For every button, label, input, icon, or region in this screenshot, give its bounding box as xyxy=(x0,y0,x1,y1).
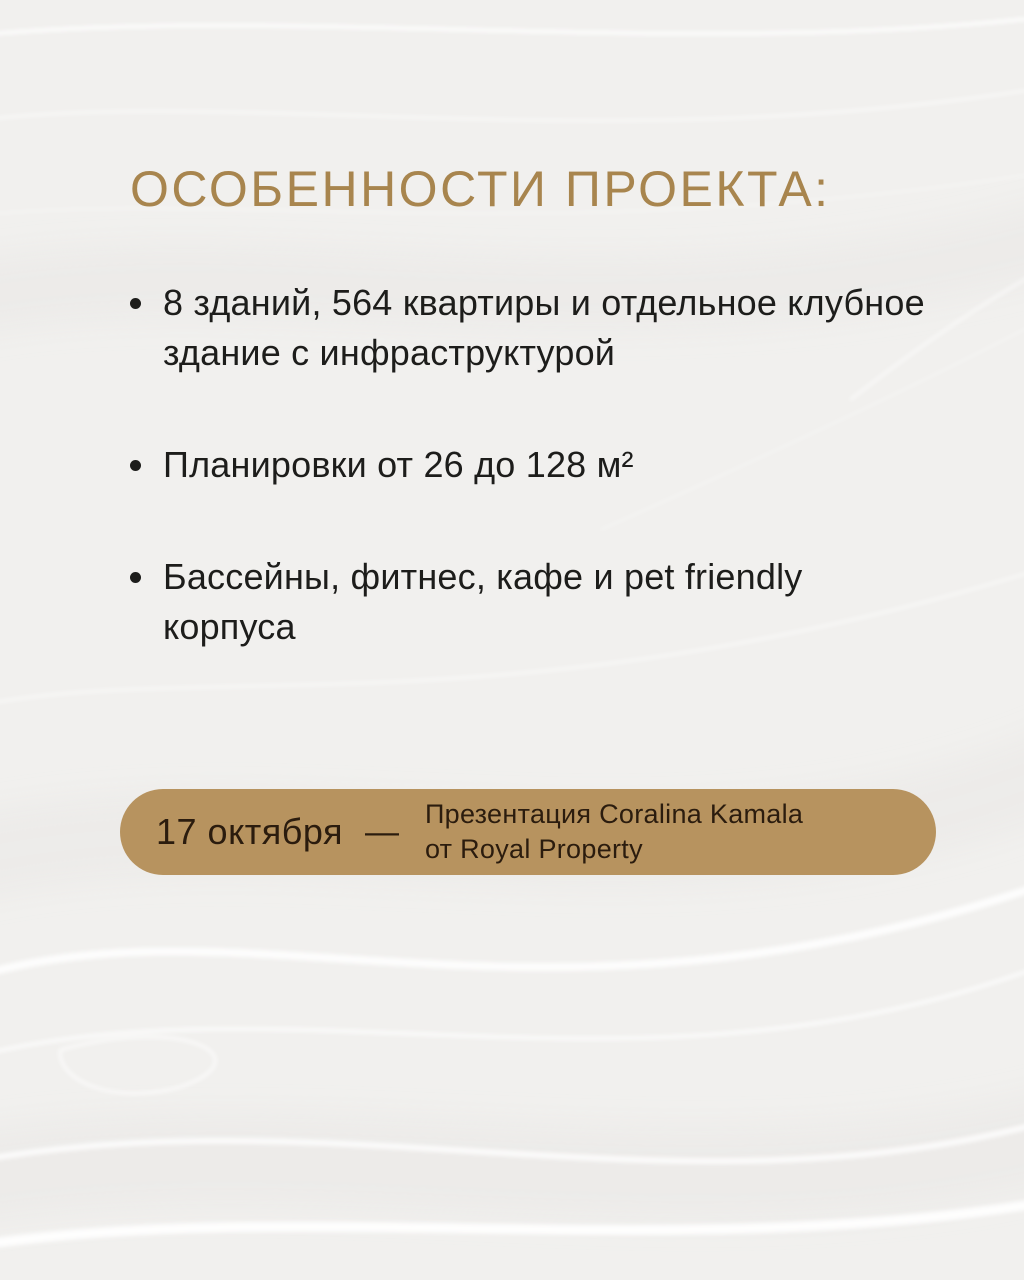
list-item xyxy=(130,278,942,378)
list-item xyxy=(130,552,942,652)
dash-separator: — xyxy=(364,812,399,851)
event-description xyxy=(425,797,803,867)
list-item-text: Бассейны, фитнес, кафе и pet friendly корпуса xyxy=(163,556,803,647)
event-banner xyxy=(120,789,936,875)
page-title: ОСОБЕННОСТИ ПРОЕКТА: xyxy=(130,161,831,217)
event-description-line2: от Royal Property xyxy=(424,834,643,864)
event-date: 17 октября xyxy=(156,811,343,852)
list-item xyxy=(130,440,942,490)
list-item-text: 8 зданий, 564 квартиры и отдельное клубное здание с инфраструктурой xyxy=(163,282,925,373)
bullet-dot-icon xyxy=(130,572,141,583)
feature-list xyxy=(130,278,942,714)
event-description-line1: Презентация Coralina Kamala xyxy=(424,799,804,829)
bullet-dot-icon xyxy=(130,460,141,471)
list-item-text: Планировки от 26 до 128 м² xyxy=(163,444,634,485)
bullet-dot-icon xyxy=(130,298,141,309)
